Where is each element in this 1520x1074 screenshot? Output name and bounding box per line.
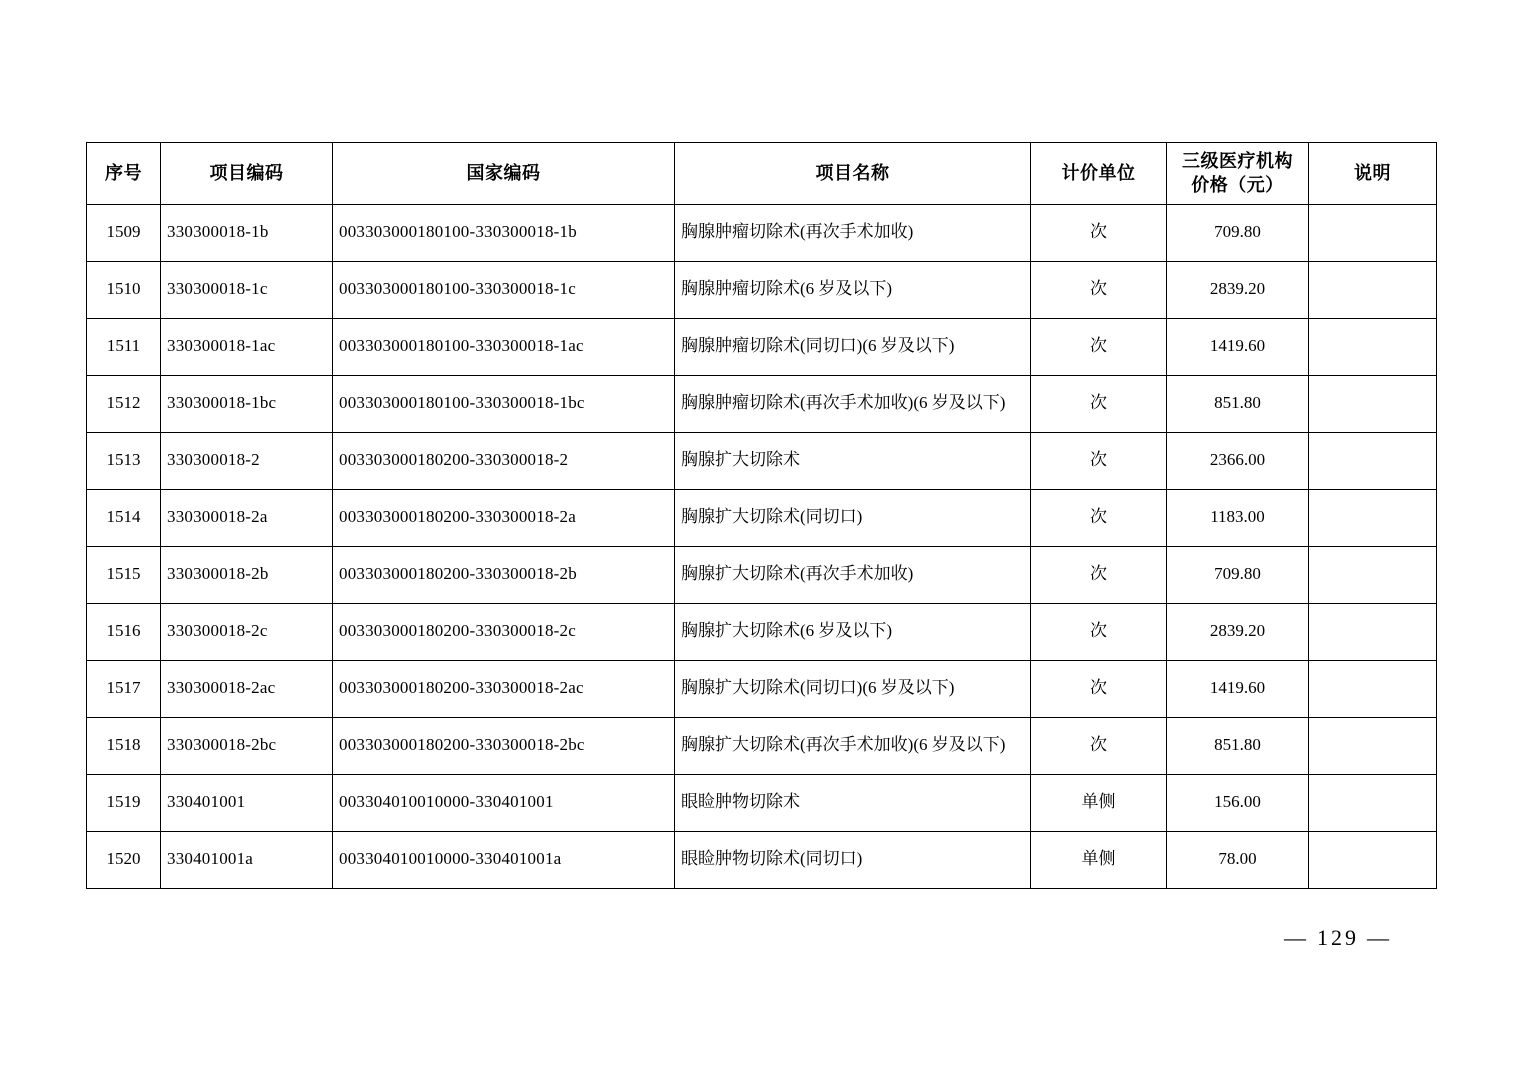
cell-national-code: 003303000180200-330300018-2b xyxy=(333,546,675,603)
column-header-price-line1: 三级医疗机构 xyxy=(1182,151,1293,171)
cell-unit: 次 xyxy=(1031,204,1167,261)
cell-price: 851.80 xyxy=(1167,375,1309,432)
cell-national-code: 003303000180200-330300018-2c xyxy=(333,603,675,660)
cell-price: 2366.00 xyxy=(1167,432,1309,489)
cell-note xyxy=(1309,375,1437,432)
column-header-index: 序号 xyxy=(87,143,161,205)
cell-item-name: 胸腺肿瘤切除术(同切口)(6 岁及以下) xyxy=(675,318,1031,375)
cell-national-code: 003303000180100-330300018-1b xyxy=(333,204,675,261)
cell-national-code: 003303000180100-330300018-1c xyxy=(333,261,675,318)
cell-note xyxy=(1309,717,1437,774)
cell-index: 1516 xyxy=(87,603,161,660)
cell-price: 2839.20 xyxy=(1167,603,1309,660)
cell-note xyxy=(1309,489,1437,546)
cell-index: 1518 xyxy=(87,717,161,774)
cell-item-code: 330300018-2b xyxy=(161,546,333,603)
cell-price: 851.80 xyxy=(1167,717,1309,774)
table-row xyxy=(87,717,1437,774)
cell-item-code: 330401001 xyxy=(161,774,333,831)
column-header-note: 说明 xyxy=(1309,143,1437,205)
cell-item-code: 330300018-1ac xyxy=(161,318,333,375)
cell-note xyxy=(1309,831,1437,888)
table-row xyxy=(87,660,1437,717)
cell-index: 1515 xyxy=(87,546,161,603)
cell-item-name: 胸腺肿瘤切除术(再次手术加收) xyxy=(675,204,1031,261)
cell-item-name: 胸腺扩大切除术(同切口) xyxy=(675,489,1031,546)
table-row xyxy=(87,774,1437,831)
cell-unit: 次 xyxy=(1031,261,1167,318)
cell-unit: 次 xyxy=(1031,603,1167,660)
cell-item-name: 胸腺扩大切除术(6 岁及以下) xyxy=(675,603,1031,660)
cell-national-code: 003303000180200-330300018-2a xyxy=(333,489,675,546)
cell-item-code: 330300018-2 xyxy=(161,432,333,489)
cell-index: 1509 xyxy=(87,204,161,261)
cell-index: 1514 xyxy=(87,489,161,546)
cell-national-code: 003303000180100-330300018-1ac xyxy=(333,318,675,375)
cell-item-code: 330300018-1b xyxy=(161,204,333,261)
cell-note xyxy=(1309,204,1437,261)
column-header-national-code: 国家编码 xyxy=(333,143,675,205)
table-header xyxy=(87,143,1437,205)
cell-unit: 次 xyxy=(1031,546,1167,603)
cell-price: 709.80 xyxy=(1167,204,1309,261)
column-header-item-code: 项目编码 xyxy=(161,143,333,205)
cell-price: 1419.60 xyxy=(1167,660,1309,717)
cell-price: 2839.20 xyxy=(1167,261,1309,318)
cell-index: 1510 xyxy=(87,261,161,318)
cell-price: 78.00 xyxy=(1167,831,1309,888)
cell-national-code: 003303000180100-330300018-1bc xyxy=(333,375,675,432)
cell-note xyxy=(1309,261,1437,318)
table-body xyxy=(87,204,1437,888)
medical-price-table xyxy=(86,142,1437,889)
page-number: 129 xyxy=(1317,925,1359,950)
cell-price: 709.80 xyxy=(1167,546,1309,603)
cell-note xyxy=(1309,603,1437,660)
cell-unit: 次 xyxy=(1031,432,1167,489)
cell-item-name: 胸腺肿瘤切除术(再次手术加收)(6 岁及以下) xyxy=(675,375,1031,432)
table-row xyxy=(87,831,1437,888)
cell-index: 1520 xyxy=(87,831,161,888)
cell-item-code: 330300018-2c xyxy=(161,603,333,660)
cell-note xyxy=(1309,318,1437,375)
table-row xyxy=(87,603,1437,660)
cell-index: 1519 xyxy=(87,774,161,831)
cell-national-code: 003304010010000-330401001 xyxy=(333,774,675,831)
cell-item-name: 胸腺扩大切除术(再次手术加收) xyxy=(675,546,1031,603)
cell-item-code: 330300018-2ac xyxy=(161,660,333,717)
cell-national-code: 003303000180200-330300018-2 xyxy=(333,432,675,489)
cell-unit: 单侧 xyxy=(1031,831,1167,888)
cell-unit: 次 xyxy=(1031,660,1167,717)
cell-item-code: 330300018-1bc xyxy=(161,375,333,432)
cell-item-code: 330401001a xyxy=(161,831,333,888)
table-row xyxy=(87,546,1437,603)
cell-index: 1513 xyxy=(87,432,161,489)
cell-item-name: 胸腺扩大切除术(同切口)(6 岁及以下) xyxy=(675,660,1031,717)
cell-price: 1419.60 xyxy=(1167,318,1309,375)
cell-item-code: 330300018-2a xyxy=(161,489,333,546)
price-table-container xyxy=(86,142,1436,889)
cell-item-name: 胸腺扩大切除术 xyxy=(675,432,1031,489)
cell-national-code: 003303000180200-330300018-2bc xyxy=(333,717,675,774)
table-row xyxy=(87,318,1437,375)
cell-national-code: 003303000180200-330300018-2ac xyxy=(333,660,675,717)
column-header-price xyxy=(1167,143,1309,205)
cell-unit: 次 xyxy=(1031,717,1167,774)
cell-price: 1183.00 xyxy=(1167,489,1309,546)
cell-unit: 次 xyxy=(1031,489,1167,546)
cell-item-name: 眼睑肿物切除术 xyxy=(675,774,1031,831)
cell-item-name: 胸腺扩大切除术(再次手术加收)(6 岁及以下) xyxy=(675,717,1031,774)
cell-index: 1517 xyxy=(87,660,161,717)
cell-national-code: 003304010010000-330401001a xyxy=(333,831,675,888)
column-header-price-line2: 价格（元） xyxy=(1191,175,1284,196)
page-number-prefix: — xyxy=(1284,925,1309,950)
table-row xyxy=(87,375,1437,432)
column-header-unit: 计价单位 xyxy=(1031,143,1167,205)
cell-note xyxy=(1309,774,1437,831)
cell-item-name: 胸腺肿瘤切除术(6 岁及以下) xyxy=(675,261,1031,318)
table-header-row xyxy=(87,143,1437,205)
table-row xyxy=(87,204,1437,261)
table-row xyxy=(87,432,1437,489)
cell-unit: 次 xyxy=(1031,375,1167,432)
cell-unit: 单侧 xyxy=(1031,774,1167,831)
page-footer xyxy=(0,925,1400,951)
cell-index: 1512 xyxy=(87,375,161,432)
cell-index: 1511 xyxy=(87,318,161,375)
cell-note xyxy=(1309,432,1437,489)
cell-note xyxy=(1309,660,1437,717)
cell-item-name: 眼睑肿物切除术(同切口) xyxy=(675,831,1031,888)
page-number-suffix: — xyxy=(1367,925,1392,950)
cell-price: 156.00 xyxy=(1167,774,1309,831)
table-row xyxy=(87,489,1437,546)
column-header-item-name: 项目名称 xyxy=(675,143,1031,205)
cell-unit: 次 xyxy=(1031,318,1167,375)
table-row xyxy=(87,261,1437,318)
cell-note xyxy=(1309,546,1437,603)
cell-item-code: 330300018-1c xyxy=(161,261,333,318)
cell-item-code: 330300018-2bc xyxy=(161,717,333,774)
